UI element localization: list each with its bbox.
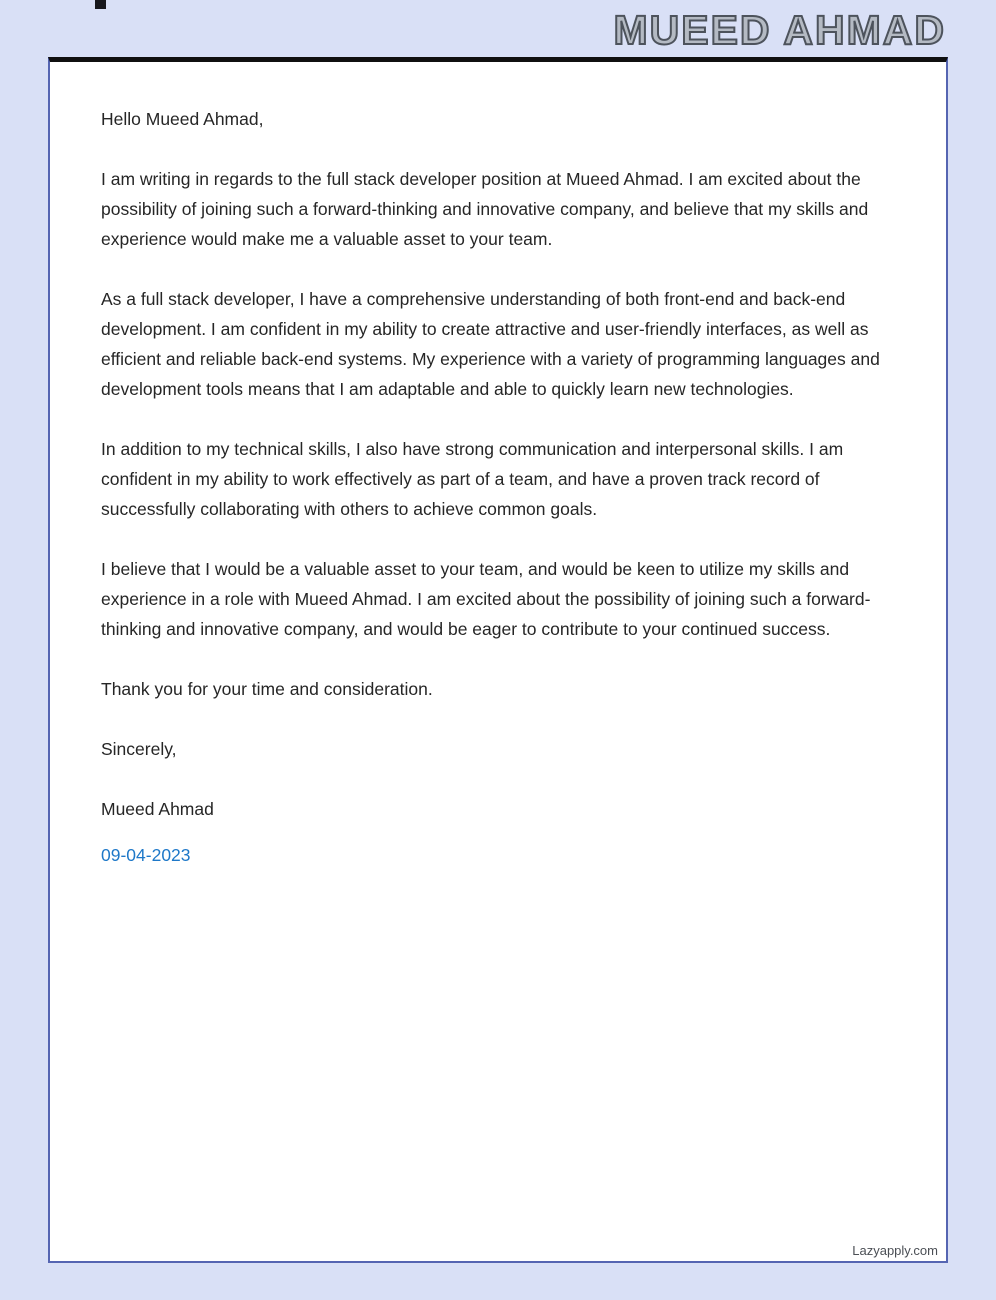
paragraph-skills: As a full stack developer, I have a comprehensive understanding of both front-end and back-end development. I am confident in my ability to create attractive and user-friendly interfaces, as well as efficient and reliable back-end systems. My experience with a variety of programming languages and development tools means that I am adaptable and able to quickly learn new technologies. <box>101 289 880 399</box>
watermark: Lazyapply.com <box>852 1243 938 1258</box>
paragraph-communication: In addition to my technical skills, I also have strong communication and interpersonal skills. I am confident in my ability to work effectively as part of a team, and have a proven track record of successfully collaborating with others to achieve common goals. <box>101 439 844 519</box>
closing-line: Sincerely, <box>101 739 177 759</box>
letter-paper <box>48 57 948 1263</box>
header-name: MUEED AHMAD <box>613 7 946 53</box>
paragraph-intro: I am writing in regards to the full stack developer position at Mueed Ahmad. I am excited about the possibility of joining such a forward-thinking and innovative company, and believe that my skills and experience would make me a valuable asset to your team. <box>101 169 869 249</box>
letter-body <box>101 104 895 870</box>
thanks-line: Thank you for your time and consideration. <box>101 679 433 699</box>
signature-name: Mueed Ahmad <box>101 799 214 819</box>
corner-mark <box>95 0 106 9</box>
greeting: Hello Mueed Ahmad, <box>101 109 264 129</box>
paragraph-value: I believe that I would be a valuable asset to your team, and would be keen to utilize my skills and experience in a role with Mueed Ahmad. I am excited about the possibility of joining such a forward-thinking and innovative company, and would be eager to contribute to your continued success. <box>101 559 871 639</box>
letter-date: 09-04-2023 <box>101 845 191 865</box>
